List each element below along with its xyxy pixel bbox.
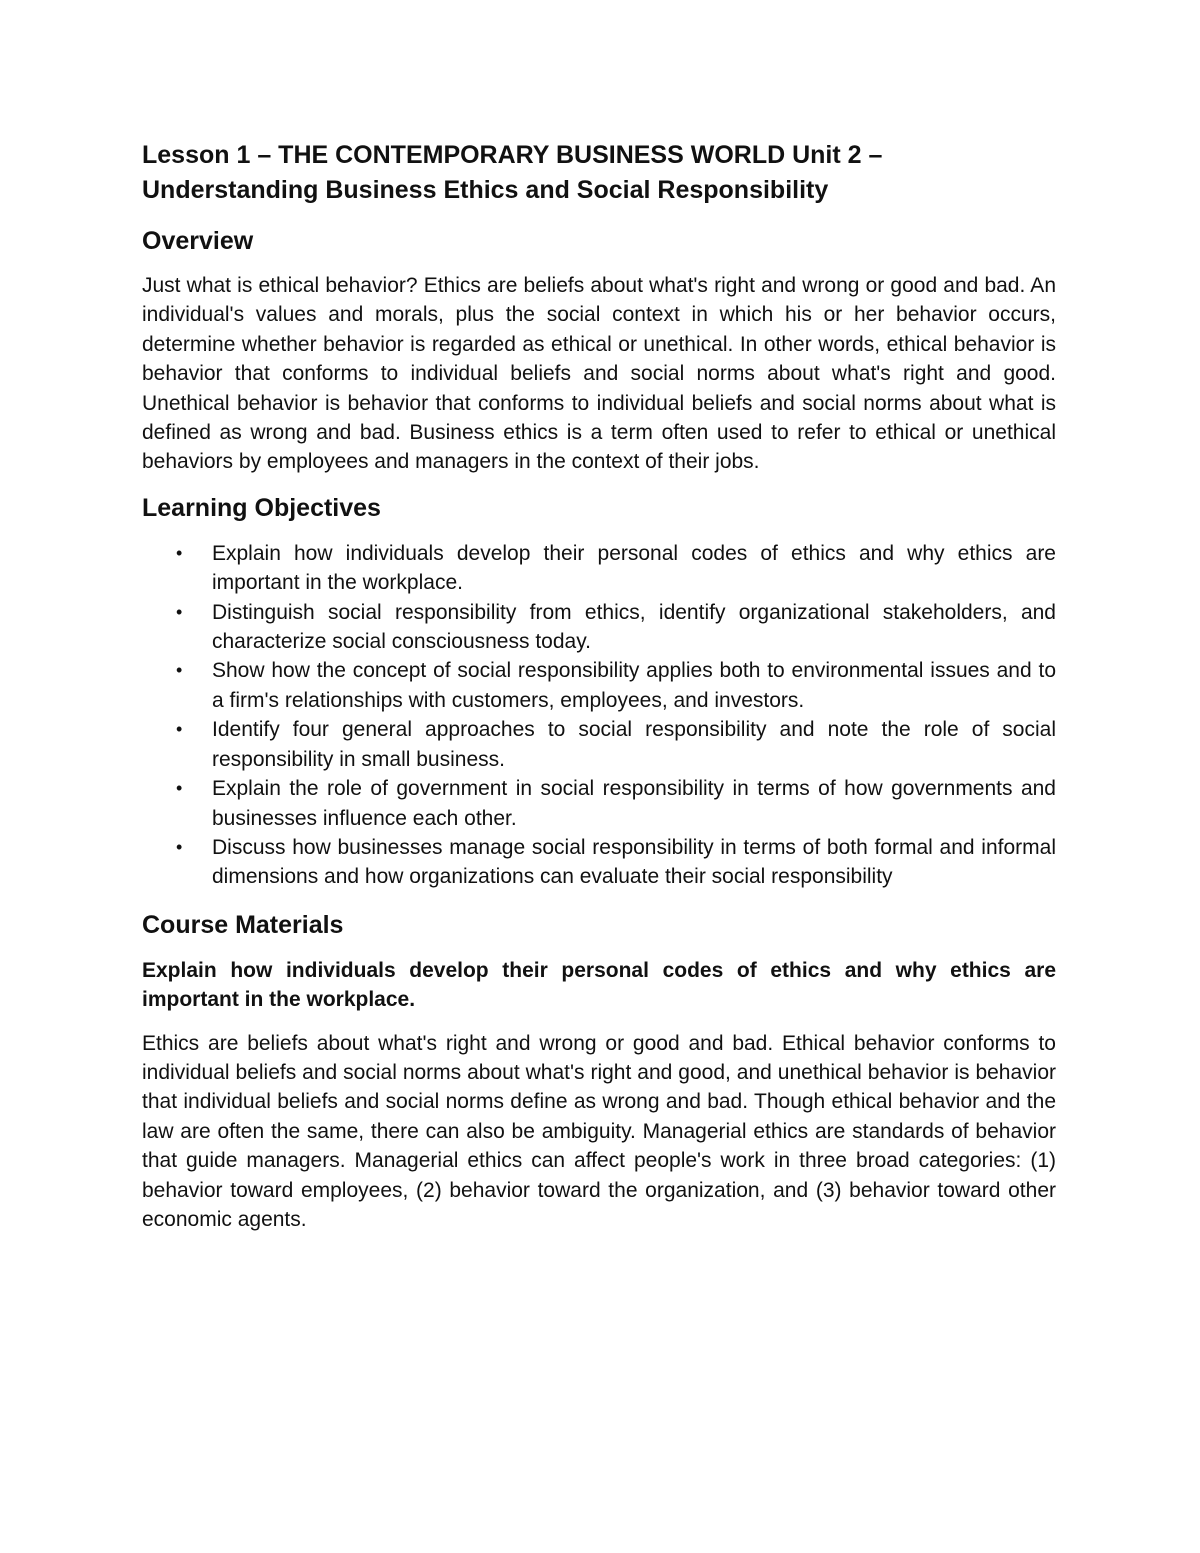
learning-objectives-list xyxy=(142,539,1056,892)
objective-text: Explain how individuals develop their personal codes of ethics and why ethics are important in the workplace. xyxy=(212,541,1056,595)
overview-paragraph: Just what is ethical behavior? Ethics are beliefs about what's right and wrong or good and bad. An individual's values and morals, plus the social context in which his or her behavior occurs, determine whether behavior is regarded as ethical or unethical. In other words, ethical behavior is behavior that conforms to individual beliefs and social norms about what's right and good. Unethical behavior is behavior that conforms to individual beliefs and social norms about what is defined as wrong and bad. Business ethics is a term often used to refer to ethical or unethical behaviors by employees and managers in the context of their jobs. xyxy=(142,274,1056,474)
document-page xyxy=(142,138,1056,1234)
objective-item xyxy=(142,656,1056,715)
bullet-icon: • xyxy=(176,660,183,681)
bullet-icon: • xyxy=(176,778,183,799)
document-title: Lesson 1 – THE CONTEMPORARY BUSINESS WORLD Unit 2 – Understanding Business Ethics and Social Responsibility xyxy=(142,141,883,204)
objective-item xyxy=(142,539,1056,598)
bullet-icon: • xyxy=(176,601,183,622)
objective-text: Identify four general approaches to social responsibility and note the role of social responsibility in small business. xyxy=(212,718,1056,771)
overview-heading: Overview xyxy=(142,227,254,255)
objective-item xyxy=(142,715,1056,774)
course-materials-heading: Course Materials xyxy=(142,910,344,939)
objective-text: Show how the concept of social responsibility applies both to environmental issues and to a firm's relationships with customers, employees, and investors. xyxy=(212,659,1056,712)
objective-text: Explain the role of government in social responsibility in terms of how governments and businesses influence each other. xyxy=(212,777,1056,830)
objective-text: Discuss how businesses manage social responsibility in terms of both formal and informal dimensions and how organizations can evaluate their social responsibility xyxy=(212,835,1056,889)
bullet-icon: • xyxy=(176,542,183,563)
course-materials-subheading: Explain how individuals develop their personal codes of ethics and why ethics are important in the workplace. xyxy=(142,958,1056,1012)
objective-item xyxy=(142,774,1056,833)
learning-objectives-heading: Learning Objectives xyxy=(142,493,381,522)
course-materials-paragraph: Ethics are beliefs about what's right and wrong or good and bad. Ethical behavior conforms to individual beliefs and social norms about what's right and good, and unethical behavior is behavior that individual beliefs and social norms define as wrong and bad. Though ethical behavior and the law are often the same, there can also be ambiguity. Managerial ethics are standards of behavior that guide managers. Managerial ethics can affect people's work in three broad categories: (1) behavior toward employees, (2) behavior toward the organization, and (3) behavior toward other economic agents. xyxy=(142,1031,1056,1231)
objective-text: Distinguish social responsibility from ethics, identify organizational stakeholders, and characterize social consciousness today. xyxy=(212,600,1056,654)
bullet-icon: • xyxy=(176,719,183,740)
objective-item xyxy=(142,598,1056,657)
objective-item xyxy=(142,833,1056,892)
bullet-icon: • xyxy=(176,836,183,857)
